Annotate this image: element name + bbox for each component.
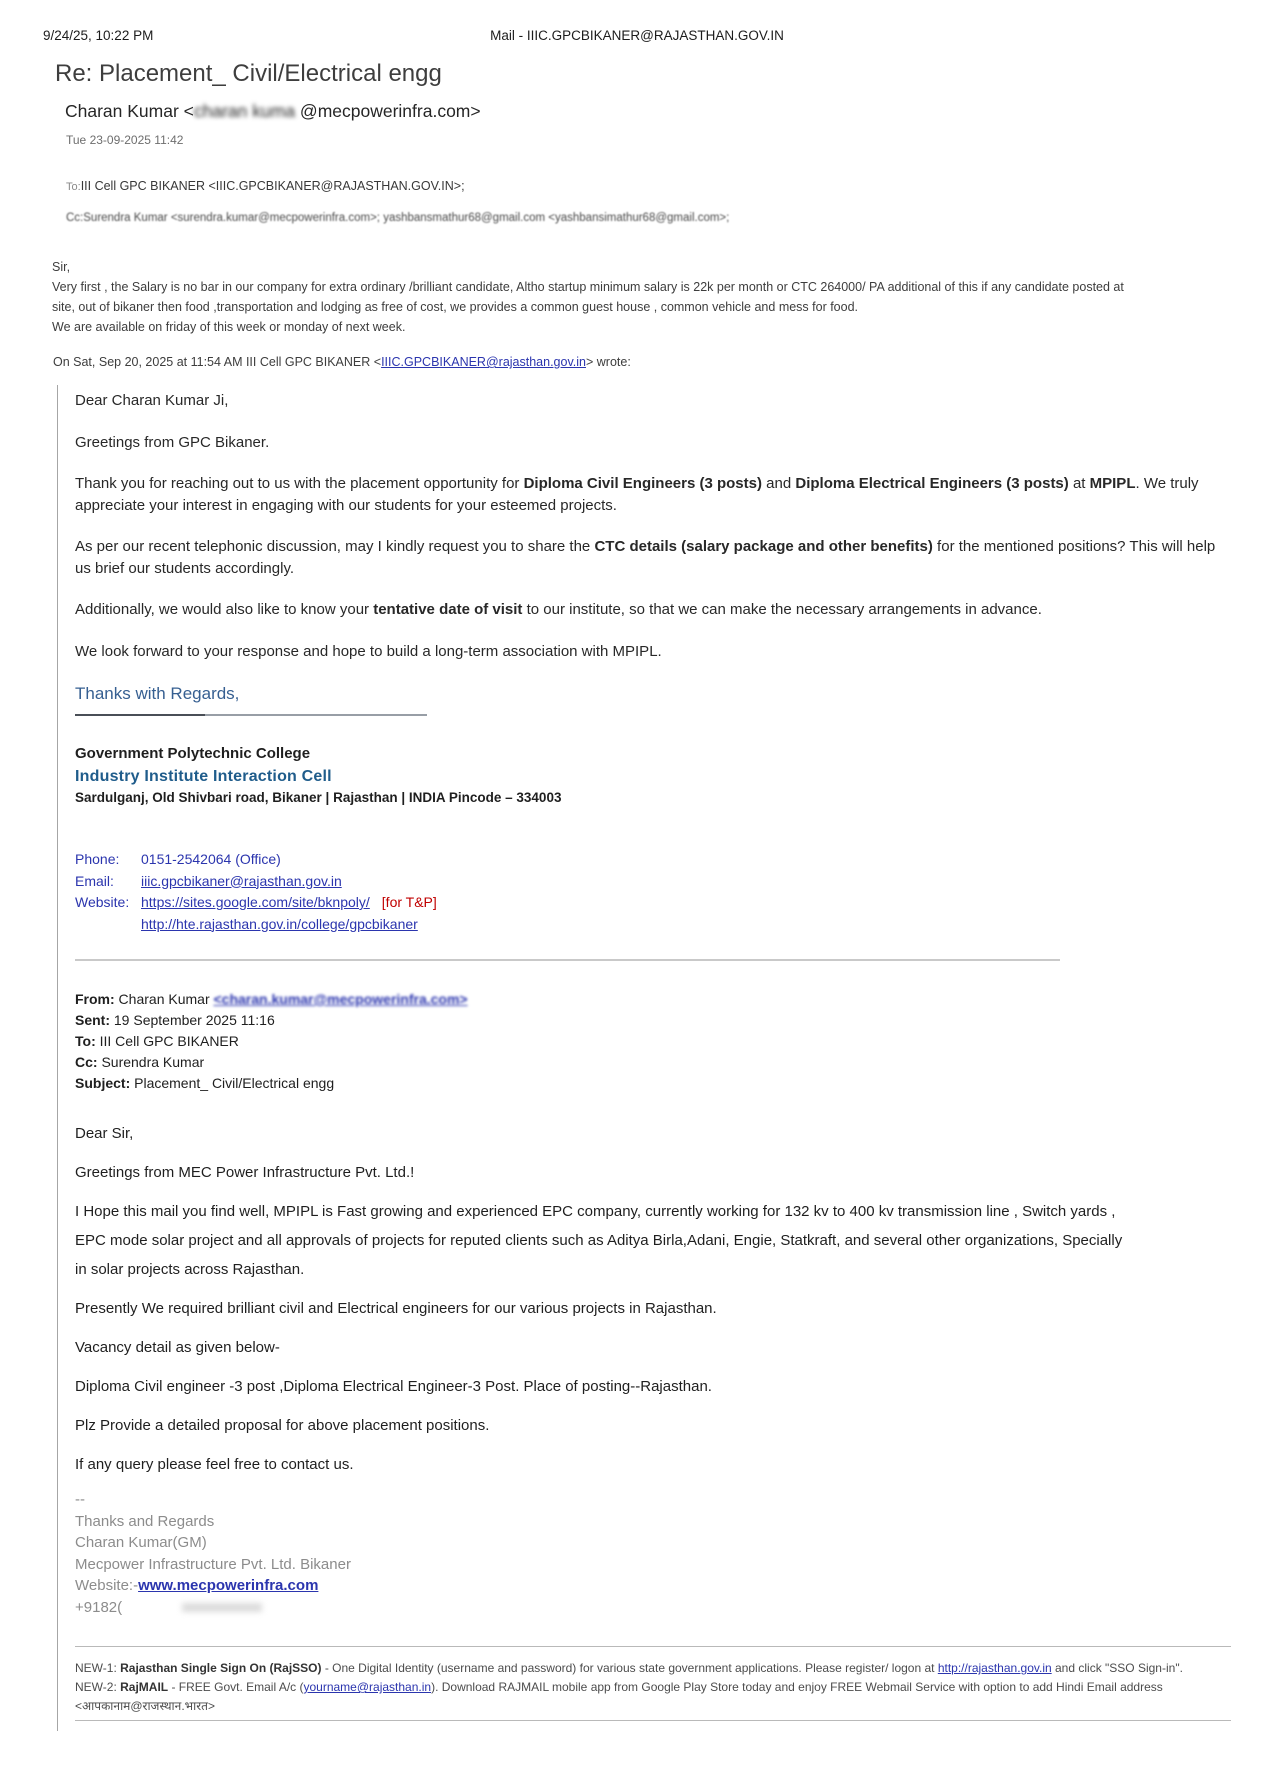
redacted-phone-smudge: [182, 1603, 262, 1612]
text-run: - One Digital Identity (username and password) for various state government applications. Please register/ logon at: [321, 1661, 938, 1675]
gpc-contact-block: [75, 849, 1231, 935]
org-cell-name: Industry Institute Interaction Cell: [75, 768, 332, 785]
contact-email-row: [75, 871, 1231, 893]
website-label: Website:: [75, 894, 130, 910]
mec-website-link[interactable]: www.mecpowerinfra.com: [138, 1577, 319, 1594]
text-run: NEW-2:: [75, 1680, 121, 1694]
orig-paragraph: Plz Provide a detailed proposal for above placement positions.: [75, 1417, 490, 1434]
sent-label: Sent:: [75, 1012, 110, 1028]
fwd-cc-value: Surendra Kumar: [97, 1054, 205, 1070]
sender-name: Charan Kumar <: [65, 101, 194, 121]
text-run: Additionally, we would also like to know your: [75, 601, 374, 618]
quoted-paragraph: [75, 536, 1231, 579]
contact-website-row: [75, 892, 1231, 914]
text-run: As per our recent telephonic discussion, may I kindly request you to share the: [75, 538, 595, 555]
orig-paragraph-company-intro: [75, 1197, 1231, 1284]
rajmail-footer: [75, 1659, 1231, 1716]
inline-link[interactable]: yourname@rajasthan.in: [303, 1680, 432, 1694]
reply-body: [52, 257, 1231, 337]
orig-paragraph: If any query please feel free to contact us.: [75, 1456, 354, 1473]
text-run: MPIPL: [1089, 475, 1136, 492]
quoted-message-block: [57, 385, 1231, 1731]
original-message-body: [75, 1119, 1231, 1618]
sig-phone-row: [75, 1597, 1231, 1619]
body-line: We are available on friday of this week or monday of next week.: [52, 320, 406, 334]
orig-paragraph-vacancy-detail: Diploma Civil engineer -3 post ,Diploma Electrical Engineer-3 Post. Place of posting--Rajasthan.: [75, 1378, 712, 1395]
org-name: Government Polytechnic College: [75, 745, 311, 762]
to-value: III Cell GPC BIKANER <IIIC.GPCBIKANER@RAJASTHAN.GOV.IN>;: [80, 179, 465, 193]
fwd-subject-label: Subject:: [75, 1075, 131, 1091]
mec-signature-block: [75, 1489, 1231, 1618]
sig-line: Mecpower Infrastructure Pvt. Ltd. Bikaner: [75, 1555, 351, 1573]
text-run: and click "SSO Sign-in".: [1051, 1661, 1183, 1675]
sig-phone-partial: +9182(: [75, 1598, 123, 1616]
text-run: CTC details (salary package and other benefits): [594, 538, 933, 555]
forwarded-header-block: [75, 989, 1231, 1094]
signature-divider-line: [75, 714, 427, 716]
text-run: On Sat, Sep 20, 2025 at 11:54 AM III Cell GPC BIKANER <: [53, 355, 382, 369]
email-subject: Re: Placement_ Civil/Electrical engg: [55, 60, 442, 87]
fwd-cc-row: [75, 1052, 1231, 1073]
cc-line-redacted: Cc:Surendra Kumar <surendra.kumar@mecpowerinfra.com>; yashbansmathur68@gmail.com <yashbansimathur68@gmail.com>;: [66, 212, 730, 224]
inline-link[interactable]: http://rajasthan.gov.in: [937, 1661, 1052, 1675]
text-run: at: [1068, 475, 1090, 492]
to-label: To:: [66, 181, 81, 193]
orig-paragraph: Presently We required brilliant civil and Electrical engineers for our various projects in Rajasthan.: [75, 1300, 717, 1317]
sender-domain: @mecpowerinfra.com>: [295, 101, 481, 121]
footer-bottom-divider: [75, 1720, 1231, 1721]
sig-website-row: [75, 1575, 1231, 1597]
quoted-message-intro: [53, 354, 1231, 371]
text-run: - FREE Govt. Email A/c (: [168, 1680, 304, 1694]
sender-line: [65, 99, 1231, 123]
body-line: Sir,: [52, 260, 71, 274]
gpc-website-link-2[interactable]: http://hte.rajasthan.gov.in/college/gpcbikaner: [141, 915, 418, 932]
fwd-subject-value: Placement_ Civil/Electrical engg: [130, 1075, 335, 1091]
print-header: [43, 28, 1231, 43]
orig-line: EPC mode solar project and all approvals of projects for reputed clients such as Aditya Birla,Adani, Engie, Statkraft, and several other organizations, Specially: [75, 1232, 1123, 1249]
website-note: [for T&P]: [381, 894, 437, 910]
orig-line: in solar projects across Rajasthan.: [75, 1261, 305, 1278]
print-doc-title: Mail - IIIC.GPCBIKANER@RAJASTHAN.GOV.IN: [490, 28, 784, 43]
sig-line: Charan Kumar(GM): [75, 1534, 207, 1551]
text-run: Thank you for reaching out to us with the placement opportunity for: [75, 475, 524, 492]
print-timestamp: 9/24/25, 10:22 PM: [43, 28, 154, 43]
footer-top-divider: [75, 1646, 1231, 1647]
text-run: > wrote:: [585, 355, 631, 369]
orig-paragraph: Greetings from MEC Power Infrastructure Pvt. Ltd.!: [75, 1164, 415, 1181]
redacted-sender-email: charan kuma: [193, 101, 296, 121]
sig-line: Thanks and Regards: [75, 1512, 215, 1530]
footer-new1-note: [75, 1659, 1231, 1678]
gpc-website-link-1[interactable]: https://sites.google.com/site/bknpoly/: [141, 894, 370, 910]
fwd-subject-row: [75, 1073, 1231, 1094]
fwd-to-value: III Cell GPC BIKANER: [95, 1033, 239, 1049]
email-date: Tue 23-09-2025 11:42: [66, 133, 184, 147]
fwd-to-label: To:: [75, 1033, 96, 1049]
from-label: From:: [75, 991, 115, 1007]
text-run: to our institute, so that we can make the necessary arrangements in advance.: [522, 601, 1042, 618]
text-run: for the mentioned positions? This will help us brief our students accordingly.: [75, 538, 1216, 577]
inline-link[interactable]: IIIC.GPCBIKANER@rajasthan.gov.in: [381, 355, 586, 369]
org-address: Sardulganj, Old Shivbari road, Bikaner | Rajasthan | INDIA Pincode – 334003: [75, 790, 562, 805]
text-run: Diploma Civil Engineers (3 posts): [523, 475, 762, 492]
sig-website-label: Website:-: [75, 1577, 139, 1594]
footer-new2-note: [75, 1678, 1231, 1716]
sig-dashes: --: [75, 1491, 85, 1508]
body-line: site, out of bikaner then food ,transportation and lodging as free of cost, we provides a common guest house , common vehicle and mess for food.: [52, 300, 859, 314]
quoted-paragraph-greeting: Dear Charan Kumar Ji,: [75, 392, 229, 409]
gpc-email-link[interactable]: iiic.gpcbikaner@rajasthan.gov.in: [141, 872, 342, 889]
from-name: Charan Kumar: [114, 991, 214, 1007]
quoted-paragraph: [75, 473, 1231, 516]
orig-line: I Hope this mail you find well, MPIPL is Fast growing and experienced EPC company, currently working for 132 kv to 400 kv transmission line , Switch yards ,: [75, 1203, 1116, 1220]
text-run: . We truly appreciate your interest in engaging with our students for your esteemed projects.: [75, 475, 1199, 514]
fwd-cc-label: Cc:: [75, 1054, 98, 1070]
text-run: tentative date of visit: [373, 601, 523, 618]
phone-value: 0151-2542064 (Office): [141, 851, 281, 867]
orig-paragraph-greeting: Dear Sir,: [75, 1125, 134, 1142]
fwd-from-email-link[interactable]: <charan.kumar@mecpowerinfra.com>: [213, 991, 468, 1007]
text-run: and: [761, 475, 796, 492]
text-run: RajMAIL: [120, 1680, 169, 1694]
phone-label: Phone:: [75, 851, 120, 867]
text-run: Rajasthan Single Sign On (RajSSO): [120, 1661, 322, 1675]
section-divider: [75, 959, 1060, 961]
fwd-from-row: [75, 989, 1231, 1010]
fwd-to-row: [75, 1031, 1231, 1052]
email-label: Email:: [75, 872, 114, 889]
quoted-paragraph: [75, 599, 1231, 621]
quoted-paragraph: Greetings from GPC Bikaner.: [75, 433, 270, 451]
text-run: ). Download RAJMAIL mobile app from Google Play Store today and enjoy FREE Webmail Service with option to add Hindi Email address <आपकानाम@राजस्थान.भारत>: [75, 1680, 1163, 1713]
text-run: NEW-1:: [75, 1661, 121, 1675]
gpc-signoff: Thanks with Regards,: [75, 684, 240, 703]
website-label-spacer: [75, 914, 141, 936]
fwd-sent-row: [75, 1010, 1231, 1031]
to-line: [66, 178, 1231, 195]
quoted-paragraph: We look forward to your response and hope to build a long-term association with MPIPL.: [75, 642, 662, 660]
text-run: Diploma Electrical Engineers (3 posts): [795, 475, 1069, 492]
contact-website-row-2: [75, 914, 1231, 936]
orig-paragraph: Vacancy detail as given below-: [75, 1339, 280, 1356]
contact-phone-row: [75, 849, 1231, 871]
sent-value: 19 September 2025 11:16: [110, 1012, 275, 1028]
body-line: Very first , the Salary is no bar in our company for extra ordinary /brilliant candidate, Altho startup minimum salary is 22k per month or CTC 264000/ PA additional of this if any candidate posted at: [52, 280, 1124, 294]
